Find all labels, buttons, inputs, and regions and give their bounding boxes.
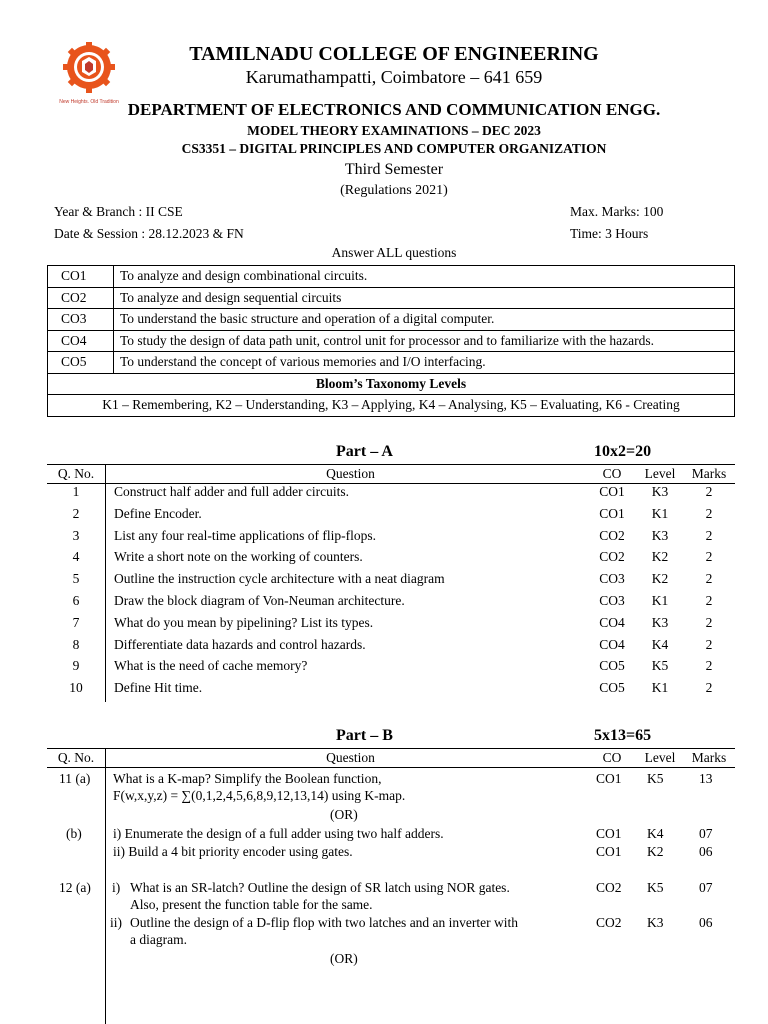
q-no: 2 <box>47 506 106 528</box>
q-no: 5 <box>47 571 106 593</box>
q-co: CO3 <box>599 571 625 587</box>
q12a-ii-line2: a diagram. <box>130 932 187 947</box>
department-name: DEPARTMENT OF ELECTRONICS AND COMMUNICATION ENGG. <box>127 100 661 119</box>
logo-tagline: New Heights. Old Tradition <box>59 99 119 105</box>
q-marks: 2 <box>705 592 713 608</box>
q-level: K3 <box>651 614 669 630</box>
question-row <box>47 528 735 550</box>
part-b-marks: 5x13=65 <box>594 727 652 744</box>
q11b-i-co: CO1 <box>596 826 622 841</box>
blooms-title: Bloom’s Taxonomy Levels <box>48 373 735 395</box>
q12a-no: 12 (a) <box>59 880 91 895</box>
q-level: K3 <box>651 527 669 543</box>
or-separator: (OR) <box>330 807 358 822</box>
q11b-no: (b) <box>66 826 82 841</box>
year-branch: Year & Branch : II CSE <box>54 204 183 219</box>
q-co: CO5 <box>599 658 625 674</box>
co-text: To analyze and design combinational circuits. <box>114 266 735 288</box>
q-level: K4 <box>651 636 669 652</box>
question-row <box>47 593 735 615</box>
co-text: To understand the concept of various memories and I/O interfacing. <box>114 352 735 374</box>
q12a-i-label: i) <box>112 880 121 895</box>
q-no: 1 <box>47 484 106 506</box>
co-code: CO5 <box>48 352 114 374</box>
q11a-text-line1: What is a K-map? Simplify the Boolean function, <box>113 771 382 786</box>
q12a-i-line2: Also, present the function table for the same. <box>130 897 373 912</box>
q-co: CO2 <box>599 527 625 543</box>
exam-title: MODEL THEORY EXAMINATIONS – DEC 2023 <box>247 123 541 138</box>
part-a-title: Part – A <box>336 443 393 460</box>
blooms-levels: K1 – Remembering, K2 – Understanding, K3 – Applying, K4 – Analysing, K5 – Evaluating, K6 - Creating <box>48 395 735 417</box>
q-text: What do you mean by pipelining? List its types. <box>114 614 374 630</box>
col-marks: Marks <box>683 749 735 768</box>
q-co: CO3 <box>599 592 625 608</box>
regulations: (Regulations 2021) <box>340 183 448 198</box>
exam-time: Time: 3 Hours <box>570 226 649 241</box>
question-row <box>47 571 735 593</box>
q12a-i-line1: What is an SR-latch? Outline the design of SR latch using NOR gates. <box>130 880 510 895</box>
q-text: Differentiate data hazards and control hazards. <box>114 636 366 652</box>
q-level: K1 <box>651 592 669 608</box>
co-text: To analyze and design sequential circuits <box>114 287 735 309</box>
part-a-table <box>47 464 735 702</box>
q-marks: 2 <box>705 658 713 674</box>
date-session: Date & Session : 28.12.2023 & FN <box>54 226 244 241</box>
co-code: CO2 <box>48 287 114 309</box>
question-row <box>47 549 735 571</box>
q11b-i-text: i) Enumerate the design of a full adder using two half adders. <box>113 826 444 841</box>
college-name: TAMILNADU COLLEGE OF ENGINEERING <box>189 43 599 65</box>
q-level: K1 <box>651 505 669 521</box>
q11b-ii-marks: 06 <box>699 844 713 859</box>
q-marks: 2 <box>705 680 713 696</box>
question-row <box>47 680 735 702</box>
q11a-no: 11 (a) <box>59 771 91 786</box>
q-text: Draw the block diagram of Von-Neuman architecture. <box>114 592 405 608</box>
q-marks: 2 <box>705 636 713 652</box>
q-text: List any four real-time applications of flip-flops. <box>114 527 377 543</box>
q-co: CO1 <box>599 505 625 521</box>
q11b-i-marks: 07 <box>699 826 713 841</box>
q-level: K3 <box>651 484 669 499</box>
or-separator: (OR) <box>330 951 358 966</box>
q-co: CO1 <box>599 484 625 499</box>
q-co: CO4 <box>599 614 625 630</box>
q12a-ii-line1: Outline the design of a D-flip flop with two latches and an inverter with <box>130 915 519 930</box>
q12a-i-level: K5 <box>647 880 664 895</box>
q-level: K1 <box>651 680 669 696</box>
question-row <box>47 658 735 680</box>
q-text: What is the need of cache memory? <box>114 658 308 674</box>
q-text: Outline the instruction cycle architecture with a neat diagram <box>114 571 445 587</box>
q11a-co: CO1 <box>596 771 622 786</box>
part-a-marks: 10x2=20 <box>594 443 652 460</box>
q-no: 6 <box>47 593 106 615</box>
co-row <box>48 309 735 331</box>
co-row <box>48 287 735 309</box>
q12a-ii-label: ii) <box>110 915 122 930</box>
q12a-i-marks: 07 <box>699 880 713 895</box>
col-question: Question <box>106 749 588 768</box>
q-co: CO4 <box>599 636 625 652</box>
q-level: K2 <box>651 549 669 565</box>
q-text: Write a short note on the working of counters. <box>114 549 363 565</box>
q12a-ii-marks: 06 <box>699 915 713 930</box>
q-text: Construct half adder and full adder circuits. <box>114 484 350 499</box>
q11a-level: K5 <box>647 771 664 786</box>
col-level: Level <box>637 465 683 484</box>
col-question: Question <box>106 465 588 484</box>
course-outcomes-table <box>47 265 735 417</box>
q-level: K2 <box>651 571 669 587</box>
question-row <box>47 637 735 659</box>
co-row <box>48 352 735 374</box>
q12a-ii-level: K3 <box>647 915 664 930</box>
col-co: CO <box>587 465 637 484</box>
q-marks: 2 <box>705 549 713 565</box>
co-code: CO4 <box>48 330 114 352</box>
q-no: 10 <box>47 680 106 702</box>
q11b-ii-level: K2 <box>647 844 664 859</box>
co-text: To study the design of data path unit, control unit for processor and to familiarize with the hazards. <box>114 330 735 352</box>
q-text: Define Encoder. <box>114 505 202 521</box>
col-marks: Marks <box>683 465 735 484</box>
q-marks: 2 <box>705 527 713 543</box>
q-marks: 2 <box>705 484 713 499</box>
q-co: CO5 <box>599 680 625 696</box>
q-co: CO2 <box>599 549 625 565</box>
q-text: Define Hit time. <box>114 680 203 696</box>
co-code: CO1 <box>48 266 114 288</box>
q-no: 3 <box>47 528 106 550</box>
q-marks: 2 <box>705 571 713 587</box>
part-b-title: Part – B <box>336 727 393 744</box>
q-marks: 2 <box>705 505 713 521</box>
q-no: 9 <box>47 658 106 680</box>
co-row <box>48 266 735 288</box>
question-row <box>47 484 735 506</box>
course-title: CS3351 – DIGITAL PRINCIPLES AND COMPUTER ORGANIZATION <box>181 141 607 156</box>
co-text: To understand the basic structure and operation of a digital computer. <box>114 309 735 331</box>
semester: Third Semester <box>344 161 444 178</box>
q-no: 8 <box>47 637 106 659</box>
part-b-divider <box>105 768 106 1024</box>
q-marks: 2 <box>705 614 713 630</box>
q-no: 7 <box>47 615 106 637</box>
question-row <box>47 506 735 528</box>
col-qno: Q. No. <box>47 749 106 768</box>
q11b-ii-text: ii) Build a 4 bit priority encoder using gates. <box>113 844 353 859</box>
q12a-i-co: CO2 <box>596 880 622 895</box>
q11a-marks: 13 <box>699 771 713 786</box>
co-row <box>48 330 735 352</box>
q11b-i-level: K4 <box>647 826 664 841</box>
co-code: CO3 <box>48 309 114 331</box>
col-qno: Q. No. <box>47 465 106 484</box>
college-address: Karumathampatti, Coimbatore – 641 659 <box>245 67 543 87</box>
instruction: Answer ALL questions <box>331 245 457 260</box>
q-level: K5 <box>651 658 669 674</box>
part-b-header <box>47 748 735 768</box>
question-row <box>47 615 735 637</box>
q12a-ii-co: CO2 <box>596 915 622 930</box>
q11a-text-line2: F(w,x,y,z) = ∑(0,1,2,4,5,6,8,9,12,13,14) using K-map. <box>113 788 406 803</box>
max-marks: Max. Marks: 100 <box>570 204 664 219</box>
q-no: 4 <box>47 549 106 571</box>
q11b-ii-co: CO1 <box>596 844 622 859</box>
col-level: Level <box>637 749 683 768</box>
col-co: CO <box>587 749 637 768</box>
